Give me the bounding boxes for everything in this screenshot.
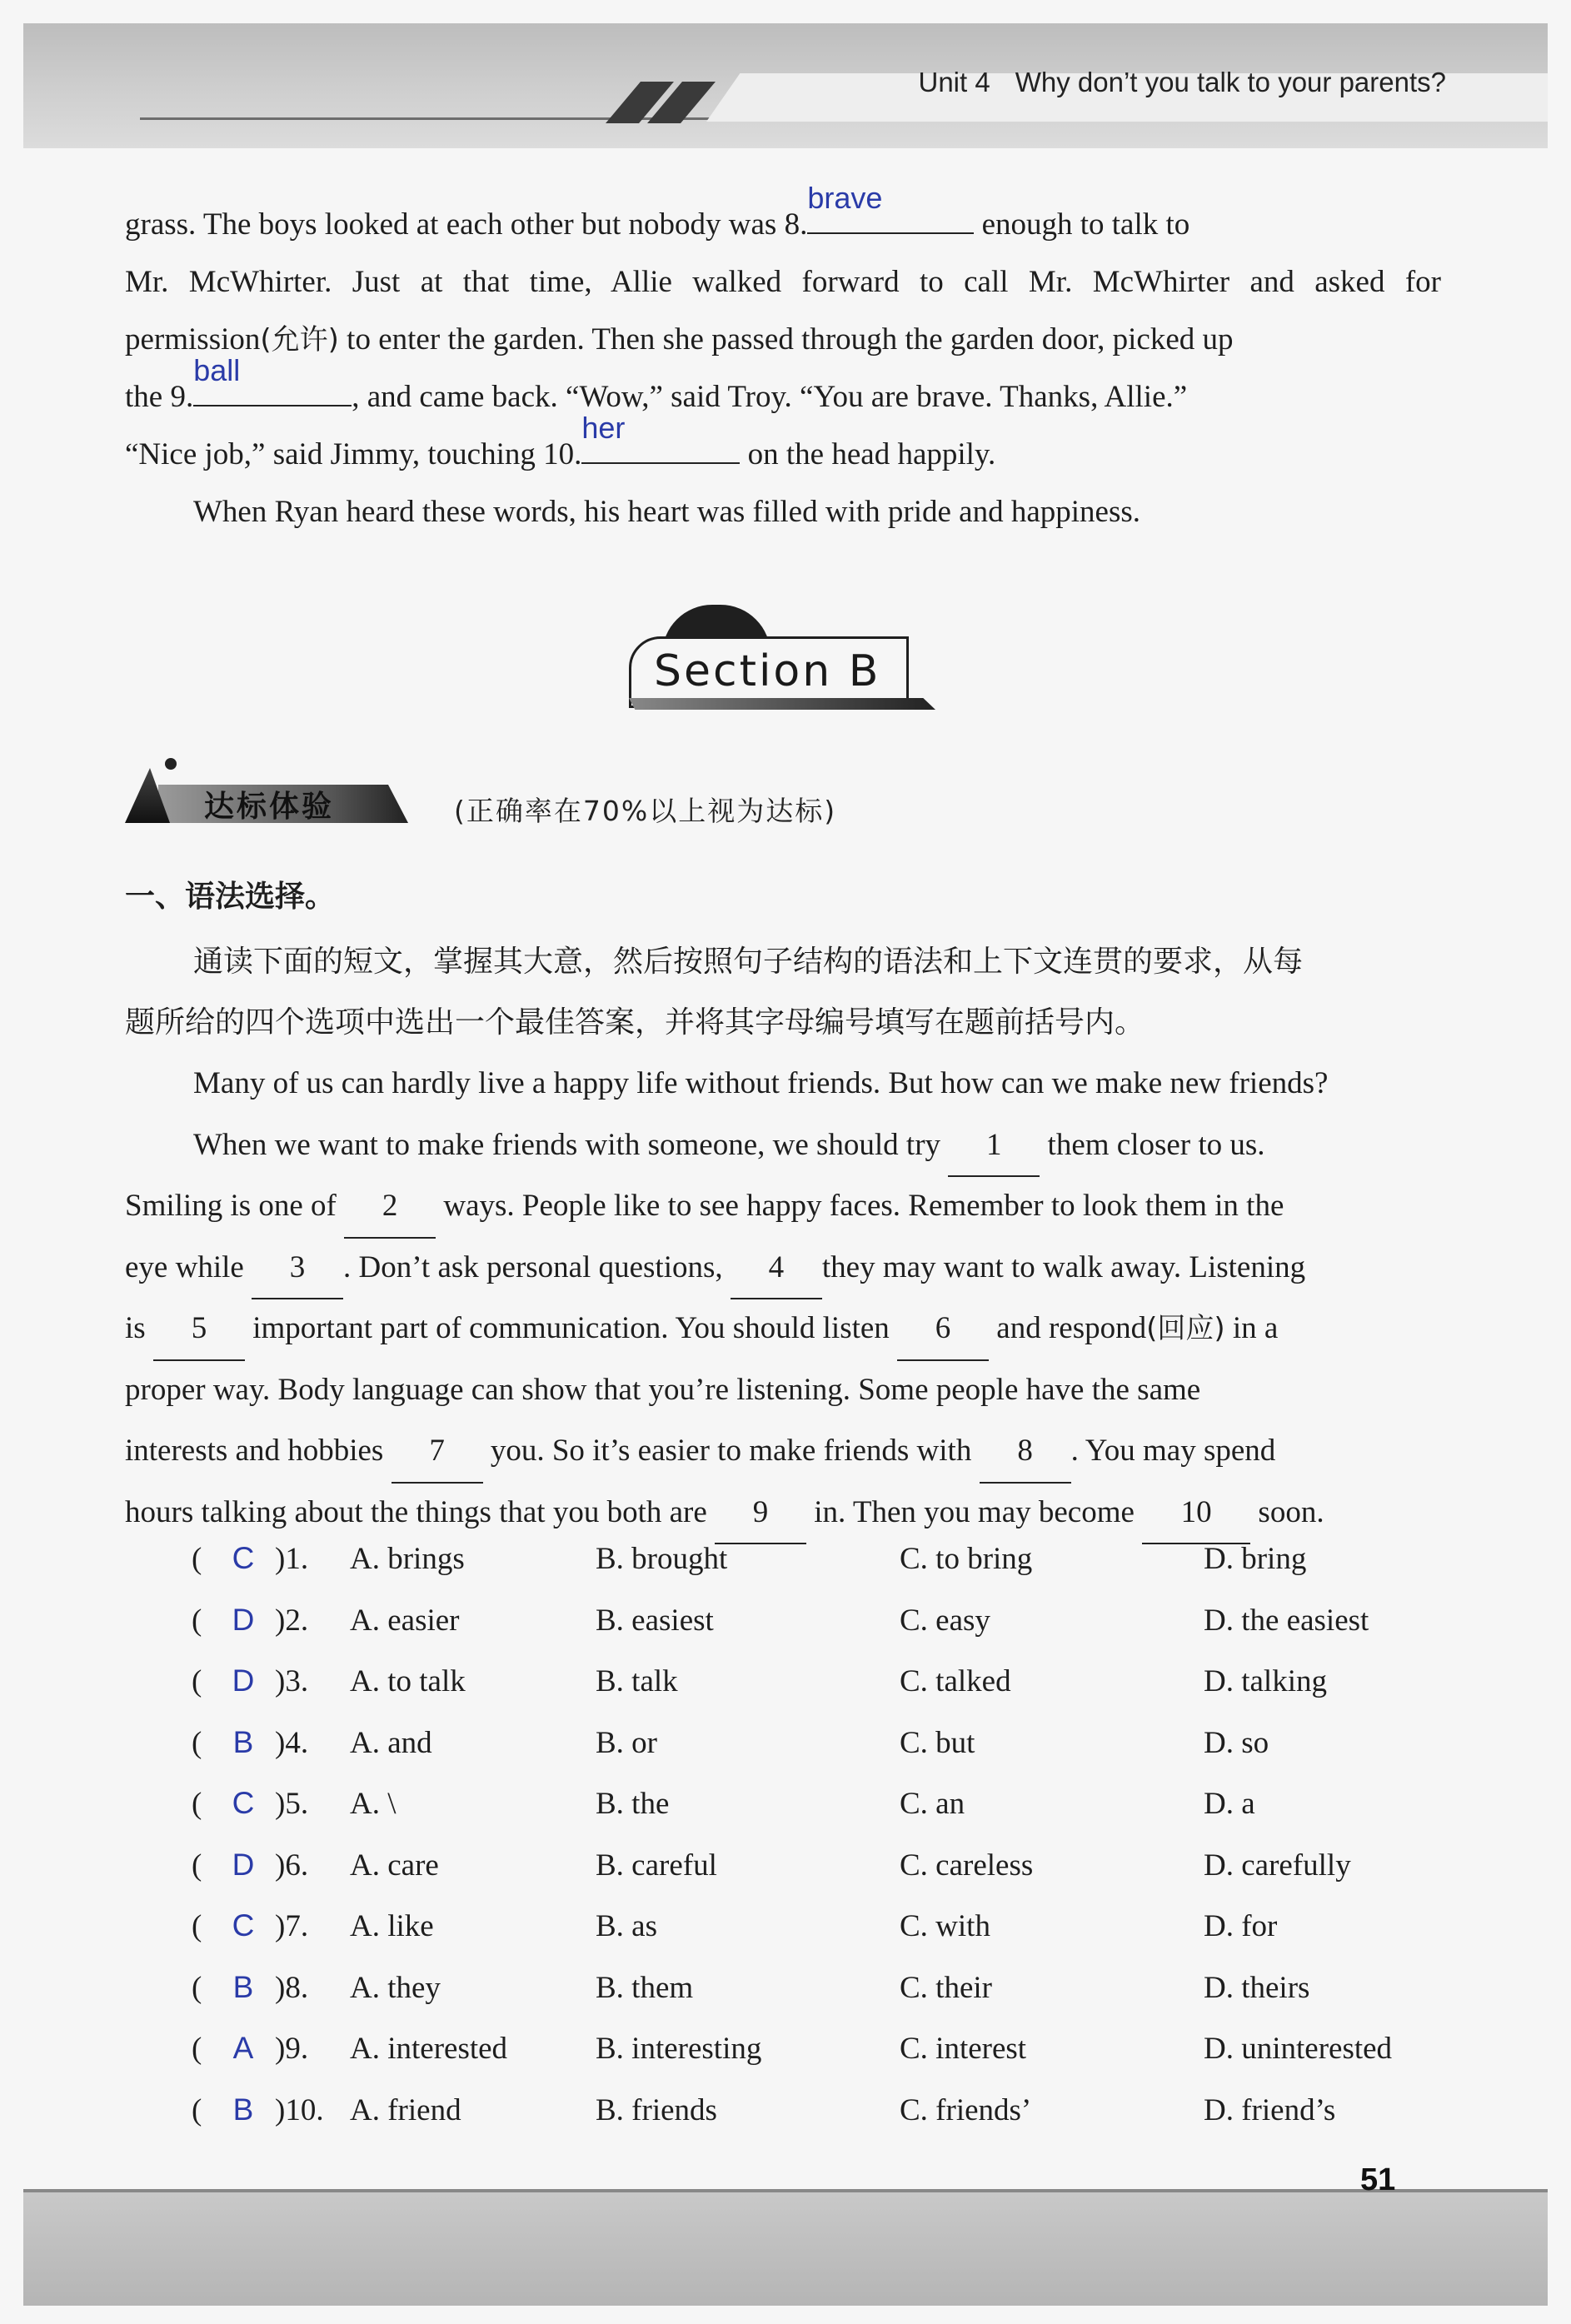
passage-text: on the head happily. [740, 437, 996, 471]
footer-band [23, 2189, 1548, 2306]
filled-answer: brave [807, 181, 883, 215]
option-b: B. friends [596, 2092, 717, 2127]
passage-line [125, 411, 1441, 483]
passage-line [125, 353, 1441, 426]
cloze-blank: 3 [252, 1237, 343, 1300]
passage-text: “Nice job,” said Jimmy, touching [125, 437, 544, 471]
option-d: D. theirs [1204, 1970, 1310, 2005]
unit-title: Why don’t you talk to your parents? [1015, 67, 1446, 97]
passage-a [125, 181, 1441, 541]
item-number: )5. [275, 1787, 309, 1821]
answer-letter: B [232, 2092, 254, 2127]
question-title: 一、语法选择。 [125, 880, 336, 914]
passage-text: in a [1224, 1311, 1279, 1345]
paren-open: ( [192, 1603, 202, 1638]
passage-text: hours talking about the things that you both are [125, 1494, 716, 1529]
cloze-blank: 4 [731, 1237, 822, 1300]
paren-open: ( [192, 1725, 202, 1760]
option-d: D. talking [1204, 1664, 1327, 1698]
option-a: A. brings [350, 1542, 465, 1576]
section-badge [629, 605, 937, 713]
paren-open: ( [192, 1848, 202, 1883]
option-c: C. but [900, 1725, 975, 1760]
passage-text: Smiling is one of [125, 1189, 345, 1223]
passage-line [125, 1175, 1441, 1237]
passage-text: them closer to us. [1040, 1127, 1265, 1162]
passage-text: eye while [125, 1249, 252, 1284]
answer-letter: B [232, 1969, 254, 2004]
answer-blank [581, 411, 740, 464]
cloze-passage [125, 1053, 1441, 1543]
option-c: C. their [900, 1970, 992, 2005]
paren-open: ( [192, 1970, 202, 2005]
blank-number: 10. [543, 437, 582, 471]
passage-line [125, 1053, 1441, 1115]
option-b: B. or [596, 1725, 657, 1760]
option-row [192, 1786, 1458, 1848]
option-row [192, 1663, 1458, 1725]
option-a: A. friend [350, 2092, 461, 2127]
option-b: B. the [596, 1787, 670, 1821]
item-number: )6. [275, 1848, 309, 1883]
item-number: )4. [275, 1725, 309, 1760]
option-b: B. talk [596, 1664, 678, 1698]
passage-line [125, 1237, 1441, 1299]
option-a: A. interested [350, 2032, 508, 2066]
option-d: D. so [1204, 1725, 1269, 1760]
option-row [192, 2031, 1458, 2092]
answer-letter: D [232, 1663, 255, 1698]
passage-text: Many of us can hardly live a happy life without friends. But how can we make new friends? [193, 1066, 1329, 1100]
blank-number: 8. [784, 207, 808, 242]
unit-label: Unit 4 [918, 67, 990, 97]
passage-line [125, 1420, 1441, 1482]
passage-line [125, 1482, 1441, 1544]
paren-open: ( [192, 1909, 202, 1943]
option-b: B. them [596, 1970, 694, 2005]
option-c: C. careless [900, 1848, 1034, 1883]
answer-blank [193, 353, 352, 406]
blank-number: 9. [170, 380, 194, 414]
option-b: B. easiest [596, 1603, 714, 1638]
passage-text: they may want to walk away. Listening [821, 1249, 1306, 1284]
paren-open: ( [192, 1787, 202, 1821]
cloze-blank: 5 [153, 1298, 245, 1361]
answer-letter: C [232, 1908, 255, 1942]
option-b: B. interesting [596, 2032, 762, 2066]
option-a: A. they [350, 1970, 441, 2005]
passage-text: the [125, 380, 171, 414]
answer-letter: C [232, 1786, 255, 1820]
option-c: C. easy [900, 1603, 990, 1638]
paren-open: ( [192, 2092, 202, 2127]
option-a: A. and [350, 1725, 432, 1760]
passage-text: , and came back. “Wow,” said Troy. “You are brave. Thanks, Allie.” [352, 380, 1188, 414]
passage-text: in. Then you may become [806, 1494, 1143, 1529]
passage-line [125, 181, 1441, 253]
option-b: B. brought [596, 1542, 728, 1576]
passage-line [125, 483, 1441, 541]
passage-line [125, 1115, 1441, 1176]
cloze-blank: 8 [980, 1420, 1071, 1484]
passage-text: Mr. McWhirter. Just at that time, Allie walked forward to call Mr. McWhirter and asked for [125, 265, 1441, 299]
option-row [192, 1848, 1458, 1909]
answer-letter: A [232, 2031, 254, 2065]
option-d: D. bring [1204, 1542, 1307, 1576]
cloze-blank: 9 [715, 1482, 806, 1545]
option-row [192, 1970, 1458, 2032]
option-c: C. talked [900, 1664, 1011, 1698]
passage-text: interests and hobbies [125, 1434, 392, 1468]
option-d: D. carefully [1204, 1848, 1351, 1883]
passage-text: When Ryan heard these words, his heart was filled with pride and happiness. [193, 495, 1140, 529]
item-number: )8. [275, 1970, 309, 2005]
answer-letter: C [232, 1541, 255, 1575]
section-title: Section B [654, 646, 881, 696]
option-c: C. friends’ [900, 2092, 1032, 2127]
cloze-blank: 2 [344, 1175, 436, 1239]
practice-bar [125, 775, 408, 826]
item-number: )1. [275, 1542, 309, 1576]
instruction-line: 通读下面的短文，掌握其大意，然后按照句子结构的语法和上下文连贯的要求，从每 [193, 945, 1304, 979]
cloze-blank: 6 [897, 1298, 989, 1361]
filled-answer: ball [193, 353, 241, 387]
option-c: C. with [900, 1909, 990, 1943]
option-a: A. like [350, 1909, 434, 1943]
badge-tail [629, 698, 935, 710]
passage-line [125, 1298, 1441, 1359]
option-row [192, 1908, 1458, 1970]
item-number: )10. [275, 2092, 324, 2127]
running-header [919, 67, 1447, 98]
option-row [192, 1541, 1458, 1603]
passage-line [125, 253, 1441, 311]
option-c: C. to bring [900, 1542, 1033, 1576]
passage-text: is [125, 1311, 153, 1345]
option-b: B. as [596, 1909, 657, 1943]
passage-text: . Don’t ask personal questions, [343, 1249, 731, 1284]
passage-text: When we want to make friends with someone, we should try [193, 1127, 949, 1162]
paren-open: ( [192, 2032, 202, 2066]
gloss-text: (回应) [1146, 1312, 1225, 1345]
instruction-line: 题所给的四个选项中选出一个最佳答案，并将其字母编号填写在题前括号内。 [125, 1005, 1145, 1040]
page-number: 51 [1360, 2162, 1396, 2197]
passage-text: to enter the garden. Then she passed through the garden door, picked up [338, 322, 1234, 357]
cloze-blank: 7 [392, 1420, 483, 1484]
option-a: A. to talk [350, 1664, 466, 1698]
option-b: B. careful [596, 1848, 717, 1883]
passage-text: grass. The boys looked at each other but nobody was [125, 207, 785, 242]
paren-open: ( [192, 1664, 202, 1698]
option-d: D. the easiest [1204, 1603, 1369, 1638]
item-number: )2. [275, 1603, 309, 1638]
option-c: C. interest [900, 2032, 1027, 2066]
item-number: )7. [275, 1909, 309, 1943]
options-list [192, 1541, 1458, 2153]
answer-letter: B [232, 1724, 254, 1759]
passage-text: and respond [989, 1311, 1147, 1345]
passage-text: you. So it’s easier to make friends with [482, 1434, 980, 1468]
answer-letter: D [232, 1847, 255, 1882]
passage-text: enough to talk to [974, 207, 1190, 242]
option-a: A. \ [350, 1787, 396, 1821]
option-row [192, 1603, 1458, 1664]
item-number: )3. [275, 1664, 309, 1698]
option-d: D. a [1204, 1787, 1255, 1821]
question-instructions [125, 931, 1441, 1053]
passage-text: proper way. Body language can show that you’re listening. Some people have the same [125, 1372, 1201, 1407]
passage-text: permission [125, 322, 261, 357]
passage-line [125, 1359, 1441, 1421]
option-row [192, 1725, 1458, 1787]
cloze-blank: 10 [1142, 1482, 1250, 1545]
option-d: D. friend’s [1204, 2092, 1336, 2127]
practice-note: (正确率在70%以上视为达标) [454, 795, 837, 827]
footer-rule [23, 2189, 1548, 2192]
option-a: A. easier [350, 1603, 460, 1638]
option-a: A. care [350, 1848, 439, 1883]
option-d: D. uninterested [1204, 2032, 1393, 2066]
passage-text: ways. People like to see happy faces. Remember to look them in the [436, 1189, 1284, 1223]
passage-text: . You may spend [1070, 1434, 1276, 1468]
paren-open: ( [192, 1542, 202, 1576]
filled-answer: her [581, 411, 626, 445]
gloss-text: (允许) [260, 323, 339, 357]
option-row [192, 2092, 1458, 2154]
practice-label: 达标体验 [204, 790, 335, 824]
answer-letter: D [232, 1602, 255, 1637]
passage-text: important part of communication. You should listen [244, 1311, 898, 1345]
option-d: D. for [1204, 1909, 1278, 1943]
dot-icon [165, 758, 177, 770]
cloze-blank: 1 [948, 1115, 1040, 1178]
answer-blank [807, 181, 974, 234]
item-number: )9. [275, 2032, 309, 2066]
option-c: C. an [900, 1787, 965, 1821]
passage-text: soon. [1250, 1494, 1324, 1529]
